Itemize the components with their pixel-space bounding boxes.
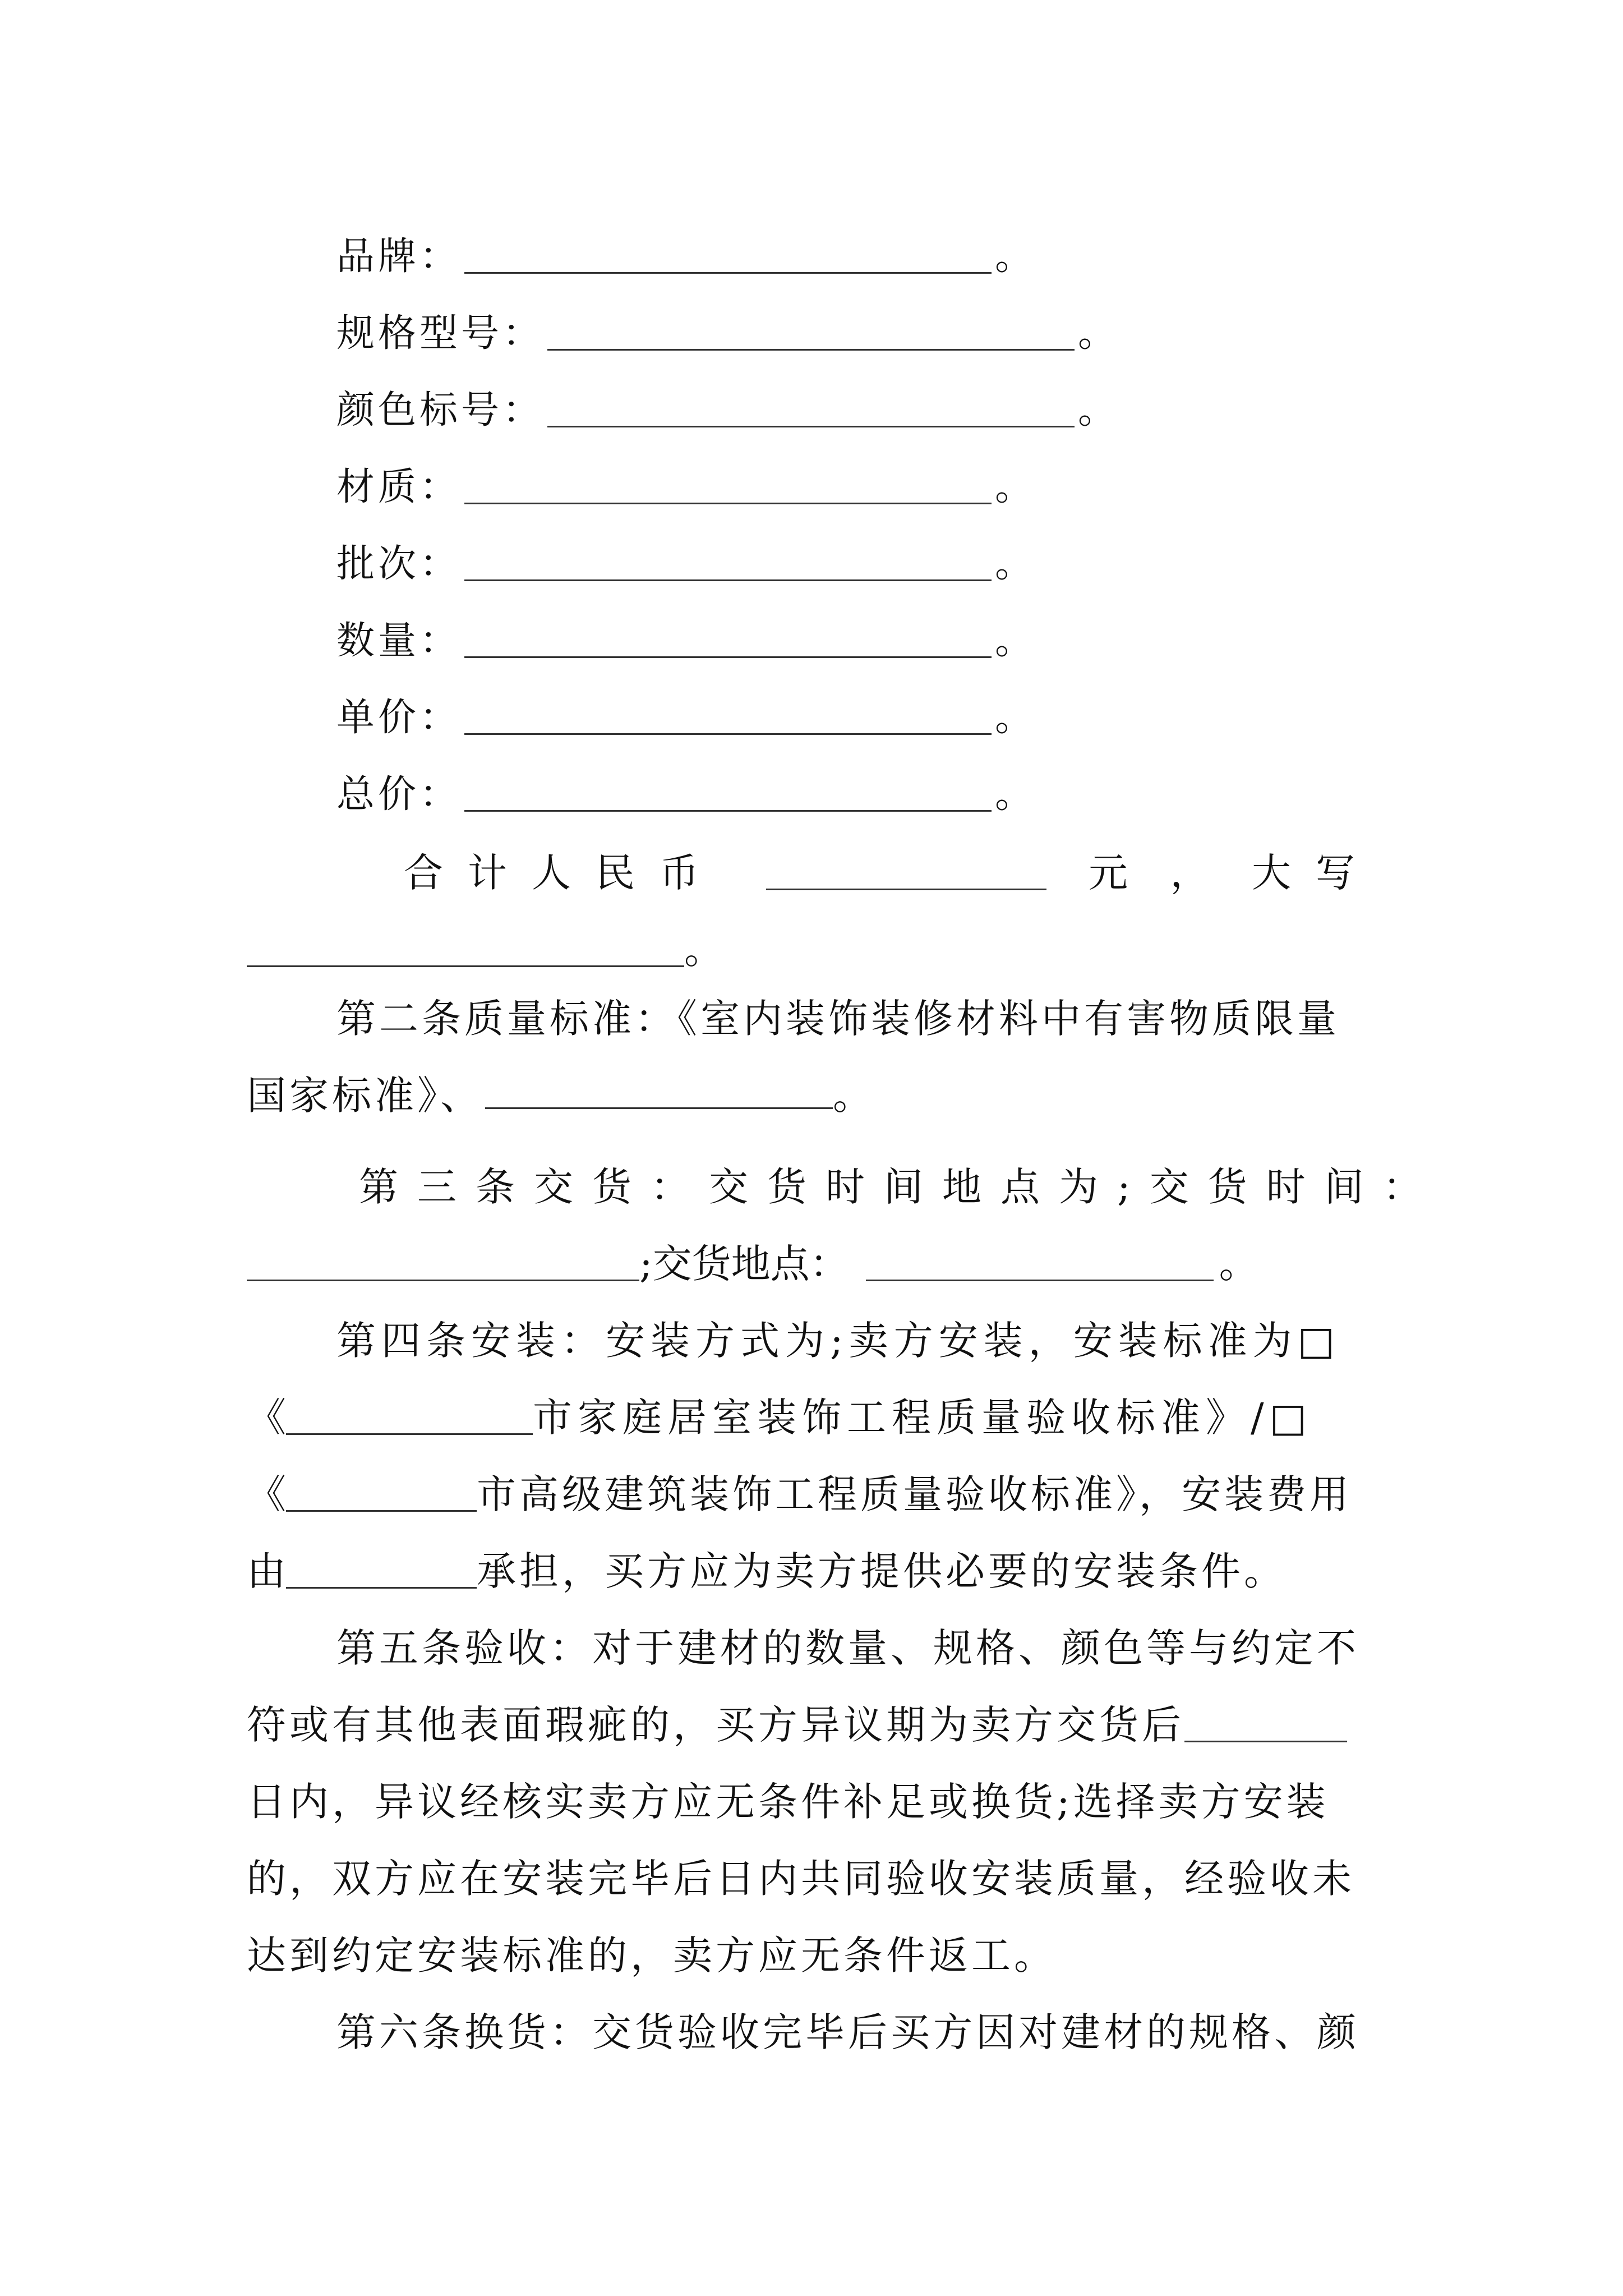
article-3-place-line <box>247 1212 1380 1289</box>
field-spec-model <box>336 279 1119 357</box>
fill-blank <box>485 1075 833 1109</box>
article-4-line-1 <box>247 1289 1380 1366</box>
field-color-code <box>336 356 1119 434</box>
book-title-mark: 《 <box>247 1471 286 1517</box>
total-label: 合计人民币 <box>404 850 723 896</box>
article-5-text-1: 第五条验收：对于建材的数量、规格、颜色等与约定不 <box>336 1625 1359 1671</box>
period: 。 <box>995 772 1037 817</box>
period: 。 <box>1078 388 1120 432</box>
total-daxie-line <box>247 898 1380 975</box>
fill-blank <box>464 547 992 581</box>
article-4-standard-2: 市高级建筑装饰工程质量验收标准》，安装费用 <box>477 1471 1352 1517</box>
book-title-mark: 《 <box>247 1395 286 1441</box>
period: 。 <box>833 1073 875 1119</box>
period: 。 <box>995 542 1037 586</box>
field-total-price <box>336 740 1036 818</box>
period: 。 <box>1219 1241 1258 1287</box>
field-label: 品牌： <box>336 234 462 279</box>
fill-blank <box>1184 1708 1347 1742</box>
field-label: 颜色标号： <box>336 388 545 432</box>
article-4-fee-prefix: 由 <box>247 1548 286 1594</box>
article-5-line-5 <box>247 1904 1380 1981</box>
period: 。 <box>995 465 1037 509</box>
fill-blank <box>286 1478 477 1512</box>
fill-blank <box>464 470 992 504</box>
period: 。 <box>684 927 723 973</box>
total-daxie: 大写 <box>1252 850 1380 896</box>
field-material <box>336 432 1036 511</box>
field-label: 总价： <box>336 772 462 817</box>
fill-blank <box>547 393 1075 427</box>
article-3-place-label: ;交货地点： <box>639 1241 849 1287</box>
article-5-text-3: 日内，异议经核实卖方应无条件补足或换货;选择卖方安装 <box>247 1779 1329 1825</box>
article-5-line-2 <box>247 1673 1380 1750</box>
article-3-head: 第三条交货：交货时间地点为;交货时间： <box>359 1164 1441 1210</box>
total-comma: ， <box>1170 850 1210 896</box>
fill-blank <box>766 856 1046 890</box>
period: 。 <box>995 619 1037 663</box>
field-unit-price <box>336 663 1036 742</box>
fill-blank <box>286 1401 533 1435</box>
fill-blank <box>464 240 992 274</box>
fill-blank <box>547 316 1075 351</box>
article-2-text: 第二条质量标准：《室内装饰装修材料中有害物质限量国家标准》、 <box>247 996 1340 1119</box>
article-4-line-2 <box>247 1366 1380 1443</box>
field-batch <box>336 509 1036 588</box>
fill-blank <box>464 624 992 658</box>
field-brand <box>336 202 1036 280</box>
article-6-text-1: 第六条换货：交货验收完毕后买方因对建材的规格、颜 <box>336 2009 1359 2055</box>
field-label: 规格型号： <box>336 311 545 356</box>
article-4-text: 第四条安装：安装方式为;卖方安装，安装标准为□ <box>336 1318 1340 1364</box>
article-5-text-5: 达到约定安装标准的，卖方应无条件返工。 <box>247 1932 1057 1978</box>
total-unit: 元 <box>1089 850 1128 896</box>
fill-blank <box>286 1554 477 1589</box>
article-4-line-3 <box>247 1443 1380 1520</box>
article-3-head-line <box>247 1135 1441 1212</box>
total-line <box>247 821 1380 898</box>
fill-blank <box>464 701 992 735</box>
period: 。 <box>1078 311 1120 356</box>
article-6-line-1 <box>247 1981 1380 2058</box>
article-5-line-1 <box>247 1596 1380 1673</box>
fill-blank <box>247 1247 639 1281</box>
article-5-text-2: 符或有其他表面瑕疵的，买方异议期为卖方交货后 <box>247 1702 1184 1748</box>
field-label: 数量： <box>336 619 462 663</box>
fill-blank <box>247 933 684 967</box>
article-4-standard-1: 市家庭居室装饰工程质量验收标准》/□ <box>533 1395 1312 1441</box>
article-5-text-4: 的，双方应在安装完毕后日内共同验收安装质量，经验收未 <box>247 1856 1355 1902</box>
period: 。 <box>995 696 1037 740</box>
article-4-line-4 <box>247 1520 1380 1596</box>
period: 。 <box>995 234 1037 279</box>
article-2 <box>247 981 1380 1134</box>
article-4-fee-text: 承担，买方应为卖方提供必要的安装条件。 <box>477 1548 1287 1594</box>
field-label: 单价： <box>336 696 462 740</box>
fill-blank <box>866 1247 1214 1281</box>
article-5-line-3 <box>247 1750 1380 1827</box>
field-label: 材质： <box>336 465 462 509</box>
field-label: 批次： <box>336 542 462 586</box>
article-5-line-4 <box>247 1827 1380 1904</box>
field-quantity <box>336 586 1036 665</box>
fill-blank <box>464 777 992 812</box>
